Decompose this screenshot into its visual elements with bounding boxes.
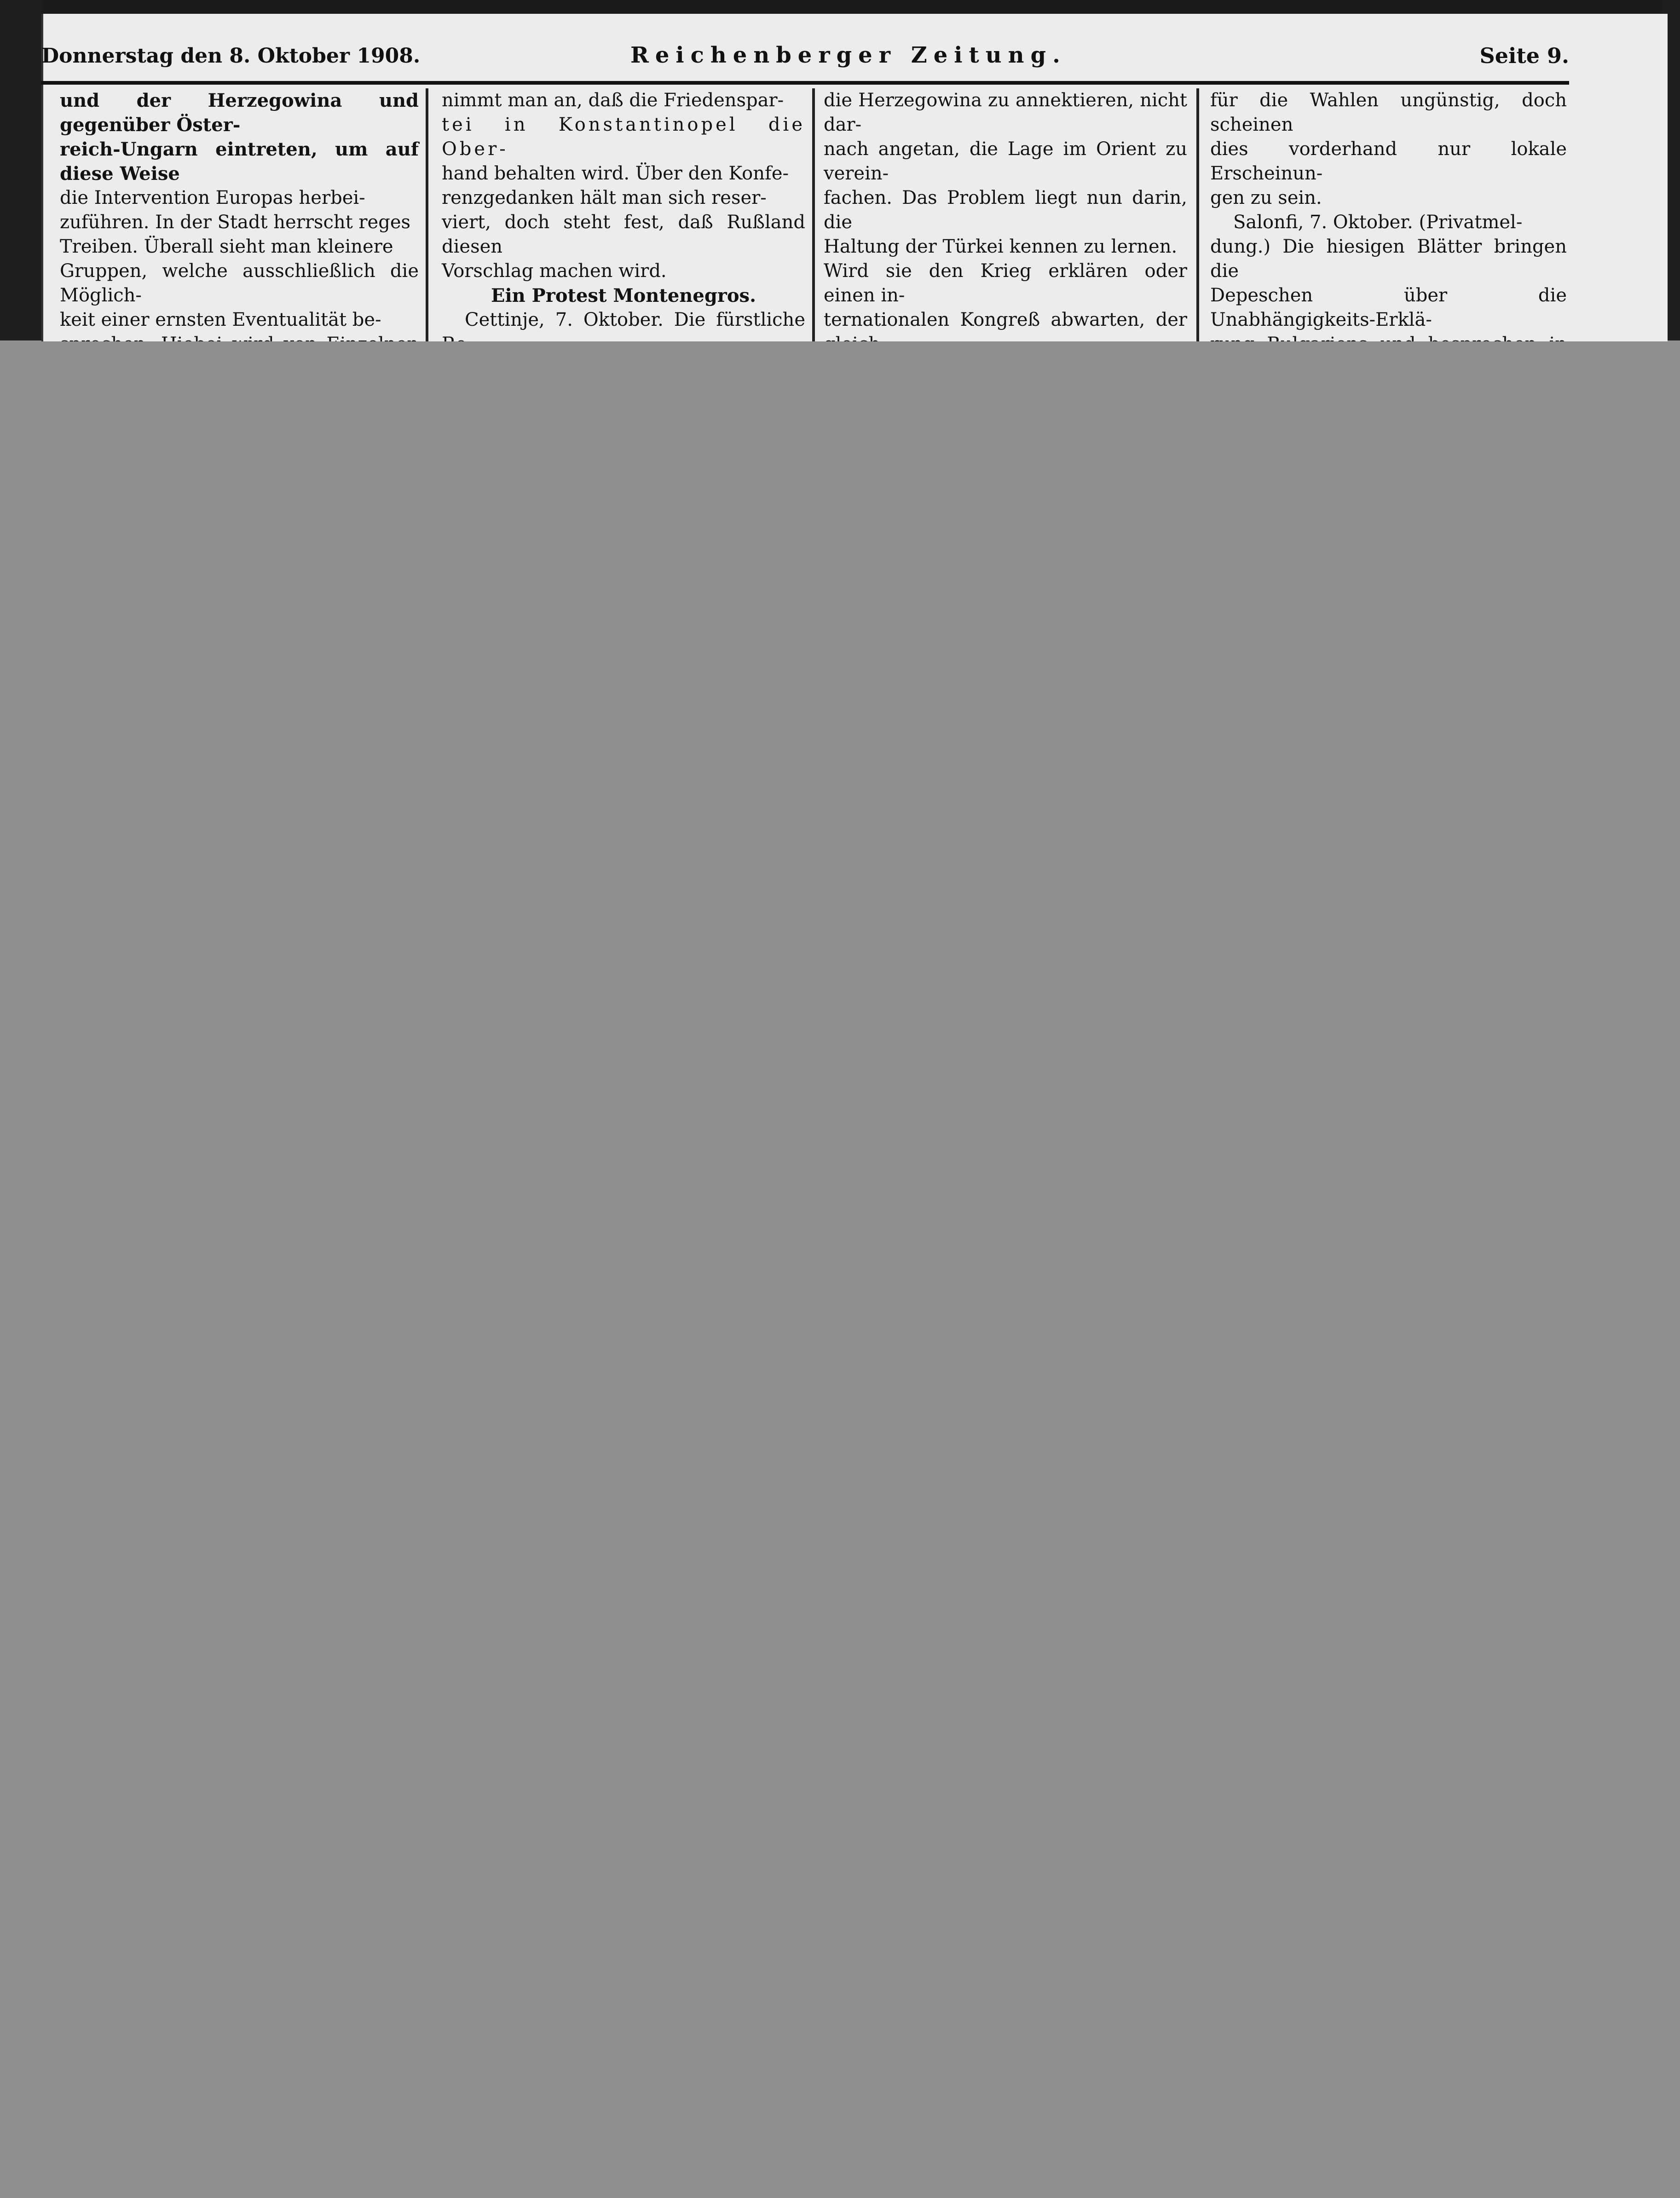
text-line: Treiben. Überall sieht man kleinere bbox=[60, 236, 393, 257]
text-line: reich-Ungarn eintreten, um auf diese Weise bbox=[60, 138, 419, 185]
text-line: die Intervention Europas herbei- bbox=[60, 187, 365, 208]
text-line: viert, doch steht fest, daß Rußland diesen bbox=[442, 212, 805, 257]
column-divider bbox=[1196, 88, 1199, 341]
article-heading: Ein Protest Montenegros. bbox=[491, 285, 756, 306]
text-line: nach angetan, die Lage im Orient zu verein- bbox=[824, 138, 1187, 184]
header-page-number: Seite 9. bbox=[1479, 43, 1569, 68]
header-rule bbox=[41, 81, 1569, 85]
text-column-2 bbox=[442, 88, 805, 341]
text-line: Vorschlag machen wird. bbox=[442, 260, 667, 282]
column-divider bbox=[426, 88, 428, 341]
column-divider bbox=[812, 88, 815, 341]
text-line: Wird sie den Krieg erklären oder einen in- bbox=[824, 260, 1187, 306]
text-line: für die Wahlen ungünstig, doch scheinen bbox=[1210, 90, 1567, 135]
text-column-3 bbox=[824, 88, 1187, 341]
text-line: Depeschen über die Unabhängigkeits-Erklä- bbox=[1210, 285, 1567, 330]
page-header bbox=[41, 40, 1569, 73]
blank-gray-area bbox=[0, 341, 1680, 2198]
text-line: dung.) Die hiesigen Blätter bringen die bbox=[1210, 236, 1567, 282]
text-line: renzgedanken hält man sich reser- bbox=[442, 187, 767, 208]
text-line: ternationalen Kongreß abwarten, der bbox=[824, 309, 1187, 330]
text-line: fachen. Das Problem liegt nun darin, die bbox=[824, 187, 1187, 233]
text-line: Gruppen, welche ausschließlich die Möglich- bbox=[60, 260, 419, 306]
text-line: Haltung der Türkei kennen zu lernen. bbox=[824, 236, 1178, 257]
text-line: tei in Konstantinopel die Ober- bbox=[442, 114, 805, 160]
text-line: zuführen. In der Stadt herrscht reges bbox=[60, 212, 411, 233]
header-date: Donnerstag den 8. Oktober 1908. bbox=[41, 44, 421, 68]
text-line: keit einer ernsten Eventualität be- bbox=[60, 309, 381, 330]
text-line: dies vorderhand nur lokale Erscheinun- bbox=[1210, 138, 1567, 184]
text-column-1 bbox=[60, 88, 419, 341]
scan-border-left bbox=[0, 0, 41, 340]
text-line: die Herzegowina zu annektieren, nicht dar- bbox=[824, 90, 1187, 135]
text-line: Cettinje, 7. Oktober. Die fürstliche bbox=[465, 309, 805, 330]
text-line: Salonfi, 7. Oktober. (Privatmel- bbox=[1233, 212, 1523, 233]
text-line: nimmt man an, daß die Friedenspar- bbox=[442, 90, 784, 111]
text-column-4 bbox=[1210, 88, 1567, 341]
text-line: hand behalten wird. Über den Konfe- bbox=[442, 163, 789, 184]
text-line: und der Herzegowina und gegenüber Öster- bbox=[60, 90, 419, 136]
text-line: gen zu sein. bbox=[1210, 187, 1322, 208]
header-newspaper-title: Reichenberger Zeitung. bbox=[630, 42, 1067, 68]
